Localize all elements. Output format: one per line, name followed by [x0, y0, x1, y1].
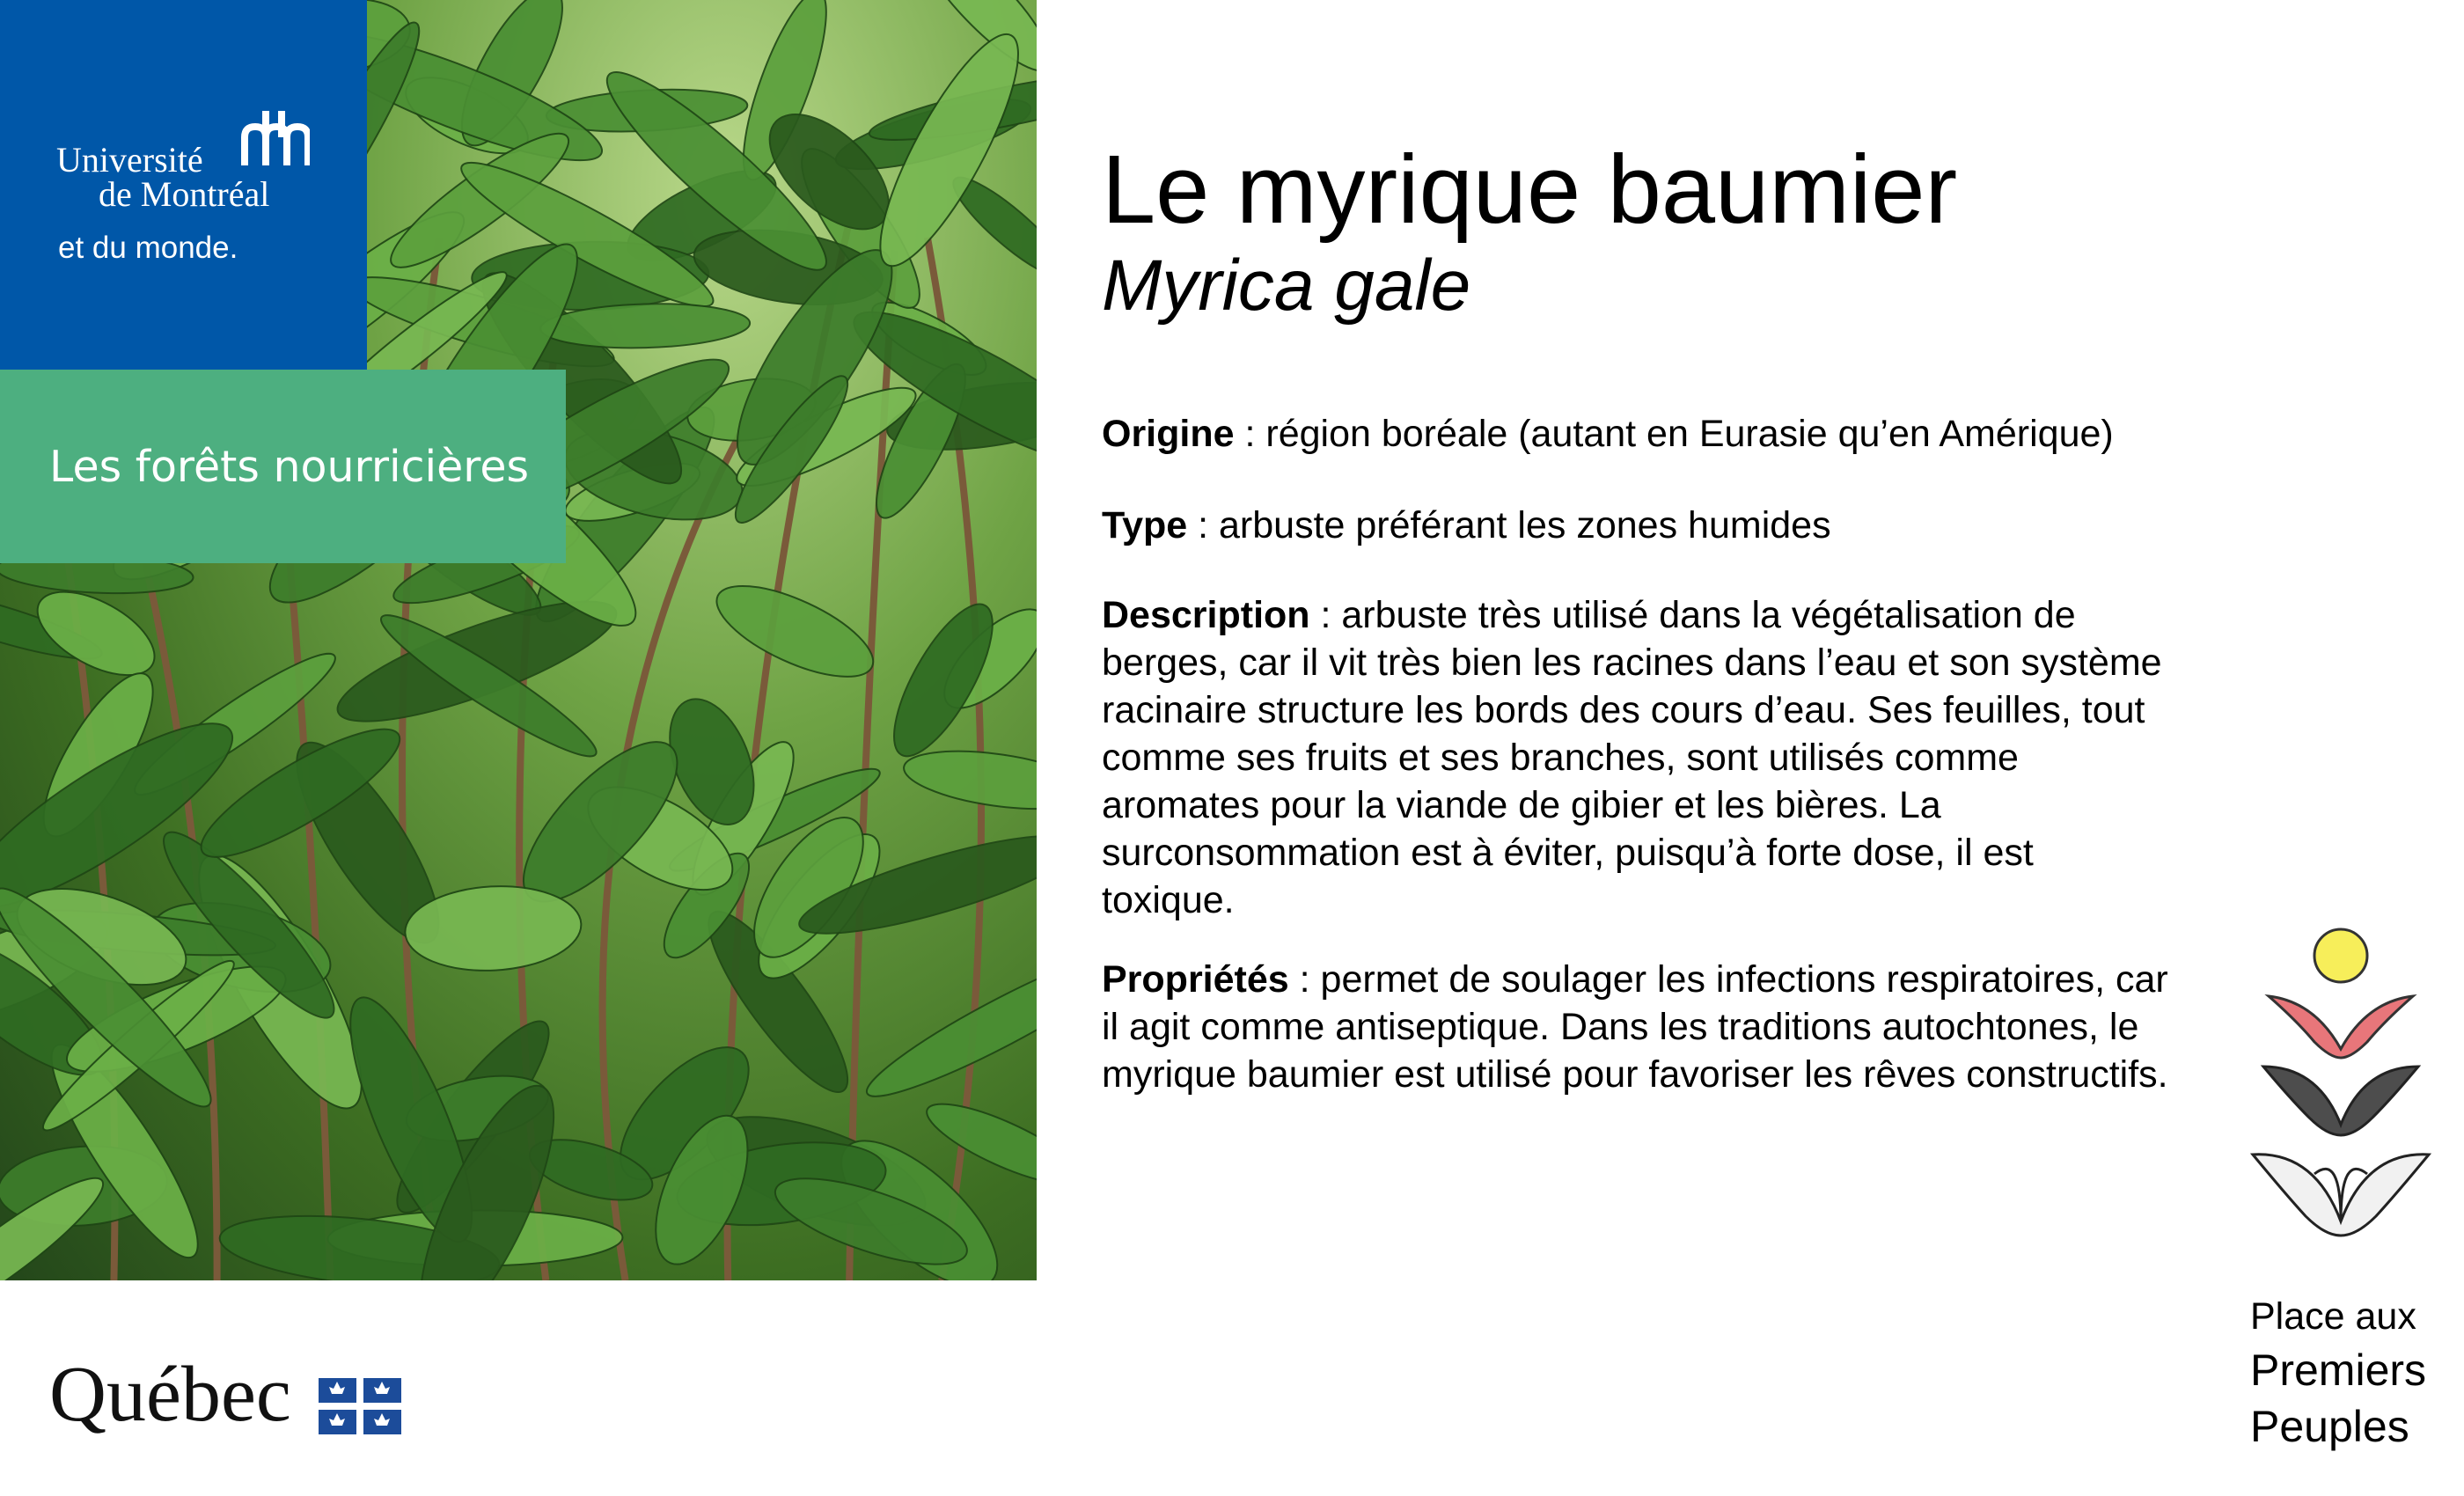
description-label: Description — [1102, 594, 1310, 636]
description-paragraph — [1102, 591, 2175, 924]
plant-latin-name: Myrica gale — [1102, 246, 1471, 326]
properties-text: : permet de soulager les infections respiratoires, car il agit comme antiseptique. Dans les traditions autochtones, le myrique baumier est utilisé pour favoriser les rêves constructifs. — [1102, 958, 2168, 1096]
origin-text: : région boréale (autant en Eurasie qu’en Amérique) — [1234, 413, 2114, 455]
origin-label: Origine — [1102, 413, 1235, 455]
udem-name-line2: de Montréal — [99, 174, 270, 214]
udem-tagline: et du monde. — [58, 231, 238, 265]
leaf — [705, 568, 885, 695]
properties-label: Propriétés — [1102, 958, 1289, 1001]
quebec-wordmark: Québec — [49, 1351, 291, 1438]
quebec-flag-icon — [319, 1378, 401, 1434]
type-label: Type — [1102, 504, 1188, 546]
origin-paragraph — [1102, 410, 2246, 458]
program-title: Les forêts nourricières — [49, 442, 530, 492]
partner-line1: Place aux — [2250, 1295, 2416, 1338]
udem-shield-icon — [239, 111, 310, 172]
description-text: : arbuste très utilisé dans la végétalisation de berges, car il vit très bien les racines dans l’eau et son système racinaire structure les bords des cours d’eau. Ses feuilles, tout comme ses fruits et ses branches, sont utilisés comme aromates pour la viande de gibier et les bières. La surconsommation est à éviter, puisqu’à forte dose, il est toxique. — [1102, 594, 2162, 921]
type-paragraph — [1102, 502, 2175, 549]
leaf — [856, 931, 1037, 1113]
udem-name-line1: Université — [56, 140, 203, 180]
properties-paragraph — [1102, 956, 2175, 1098]
partner-line2: Premiers — [2250, 1346, 2427, 1395]
premiers-peuples-emblem-icon — [2244, 926, 2438, 1251]
leaf — [900, 742, 1037, 819]
partner-line3: Peuples — [2250, 1402, 2409, 1451]
plant-common-name: Le myrique baumier — [1102, 136, 1958, 244]
type-text: : arbuste préférant les zones humides — [1187, 504, 1831, 546]
